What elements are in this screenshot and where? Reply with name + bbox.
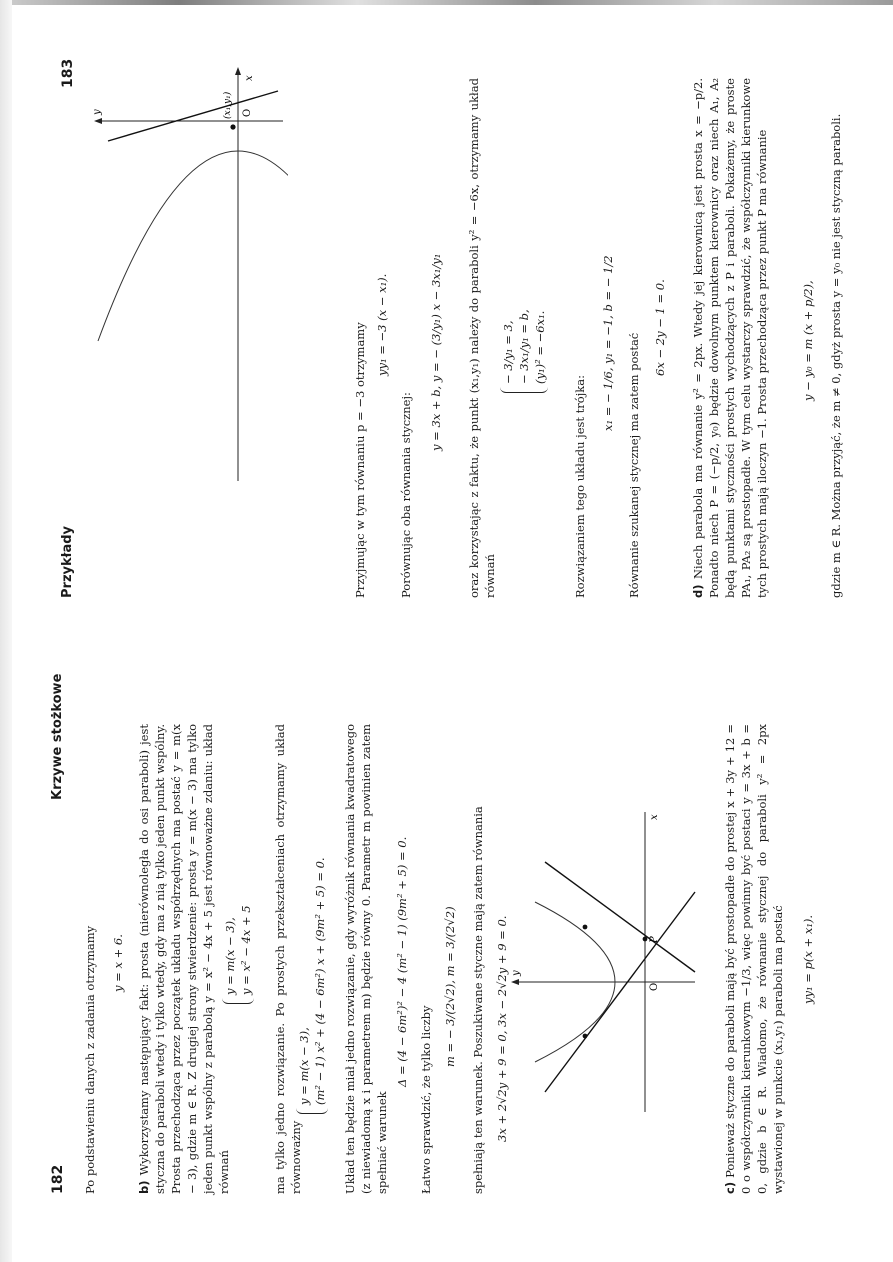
parabola-tangent-figure [88, 61, 288, 501]
paragraph-text: Rozwiązaniem tego układu jest trójka: [573, 375, 587, 598]
paragraph-text: Równanie szukanej stycznej ma zatem postać [627, 332, 641, 598]
running-head: Przykłady [60, 525, 75, 598]
paragraph-text: gdzie m ∈ R. Można przyjąć, że m ≠ 0, gdyż prosta y = y₀ nie jest styczną paraboli. [829, 113, 843, 598]
system-line: − 3/y₁ = 3, [501, 320, 515, 384]
equation: y = 3x + b, y = − (3/y₁) x − 3x₁/y₁ [429, 253, 443, 451]
system-line: (m² − 1) x² + (4 − 6m²) x + (9m² + 5) = 0. [313, 857, 327, 1105]
tangency-point [230, 124, 235, 129]
equation: 3x + 2√2y + 9 = 0, 3x − 2√2y + 9 = 0. [495, 915, 509, 1142]
equation-system [222, 905, 254, 1004]
axis-label: x [649, 814, 660, 820]
tangency-point [583, 1034, 588, 1039]
page-number: 182 [50, 1164, 66, 1194]
part-label: b) [137, 1180, 151, 1194]
system-line: − 3x₁/y₁ = b, [517, 309, 531, 384]
equation: y = x + 6. [111, 934, 125, 992]
tangency-point [583, 925, 588, 930]
equation-system [500, 309, 548, 393]
point-label: P [649, 936, 660, 943]
part-label: c) [723, 1181, 737, 1194]
axis-label: x [244, 75, 255, 81]
system-line: y = x² − 4x + 5 [239, 905, 253, 995]
equation: y − y₀ = m (x + p/2), [801, 280, 815, 401]
page-number: 183 [60, 58, 76, 88]
y-axis-arrow [94, 118, 102, 124]
paragraph-text: Ponieważ styczne do paraboli mają być prostopadłe do prostej x + 3y + 12 = 0 o współczynniku kierunkowym −1/3, więc powinny być postaci y = 3x + b = 0, gdzie b ∈ R. Wiadomo, że równanie stycznej do paraboli y² = 2px wystawionej w punkcie (x₁,y₁) paraboli ma postać [723, 724, 785, 1194]
equation: Δ = (4 − 6m²)² − 4 (m² − 1) (9m² + 5) = 0. [395, 836, 409, 1087]
x-axis-arrow [235, 67, 241, 75]
equation: m = − 3/(2√2), m = 3/(2√2) [443, 906, 457, 1067]
part-label: d) [691, 584, 705, 598]
equation: x₁ = − 1/6, y₁ = −1, b = − 1/2 [601, 255, 615, 431]
paragraph-text: ma tylko jedno rozwiązanie. Po prostych przekształceniach otrzymamy układ równoważny [273, 724, 303, 1194]
paragraph-text: Łatwo sprawdzić, że tylko liczby [419, 1005, 433, 1194]
paragraph-text: Porównując oba równania stycznej: [399, 392, 413, 598]
tangent-line [545, 862, 695, 972]
paragraph-text: Układ ten będzie miał jedno rozwiązanie, gdy wyróżnik równania kwadratowego (z niewiadomą x i parametrem m) będzie równy 0. Parametr m powinien zatem spełniać warunek [343, 724, 389, 1194]
part-c-paragraph [722, 724, 786, 1194]
running-head: Krzywe stożkowe [50, 673, 65, 800]
paragraph-text: Niech parabola ma równanie y² = 2px. Wtedy jej kierownicą jest prosta x = −p/2. Ponadto niech P = (−p/2, y₀) będzie dowolnym punktem kierownicy oraz niech A₁, A₂ będą punktami styczności prostych wychodzących z P i paraboli. Pokażemy, że proste PA₁, PA₂ są prostopadłe. W tym celu wystarczy sprawdzić, że współczynniki kierunkowe tych prostych mają iloczyn −1. Prosta przechodząca przez punkt P ma równanie [691, 77, 769, 598]
axis-label: y [511, 970, 522, 976]
paragraph-text: Przyjmując w tym równaniu p = −3 otrzymamy [353, 322, 367, 598]
point-label: (x₁,y₁) [223, 91, 233, 119]
equation: yy₁ = −3 (x − x₁). [375, 273, 389, 376]
origin-label: O [242, 108, 253, 117]
equation: yy₁ = p(x + x₁). [801, 914, 815, 1004]
equation: 6x − 2y − 1 = 0. [653, 279, 667, 376]
origin-label: O [649, 982, 660, 991]
equation-system [296, 857, 328, 1114]
system-line: y = m(x − 3), [297, 1027, 311, 1105]
axis-label: y [92, 109, 103, 115]
y-axis-arrow [511, 979, 519, 985]
page-182 [0, 631, 893, 1262]
part-b-paragraph [136, 724, 232, 1194]
paragraph-text: spełniają ten warunek. Poszukiwane styczne mają zatem równania [471, 806, 485, 1194]
tangent-line [545, 892, 695, 1092]
parabola [98, 151, 288, 341]
paragraph-text: Wykorzystamy następujący fakt: prosta (nierównoległa do osi paraboli) jest styczna do paraboli wtedy i tylko wtedy, gdy ma z nią tylko jeden punkt wspólny. Prosta przechodząca przez początek układu współrzędnych ma postać y = m(x − 3), gdzie m ∈ R. Z drugiej strony stwierdzenie: prosta y = m(x − 3) ma tylko jeden punkt wspólny z parabolą y = x² − 4x + 5 jest równoważne zdaniu: układ równań [137, 723, 231, 1194]
parabola-tangents-figure [505, 792, 705, 1132]
part-d-paragraph [690, 78, 770, 598]
system-line: y = m(x − 3), [223, 917, 237, 995]
paragraph-text: oraz korzystając z faktu, że punkt (x₁,y₁) należy do paraboli y² = −6x, otrzymamy układ równań [467, 78, 497, 598]
system-line: (y₁)² = −6x₁. [533, 310, 547, 384]
intro-text: Po podstawieniu danych z zadania otrzymamy [83, 925, 97, 1194]
point-p [643, 937, 648, 942]
